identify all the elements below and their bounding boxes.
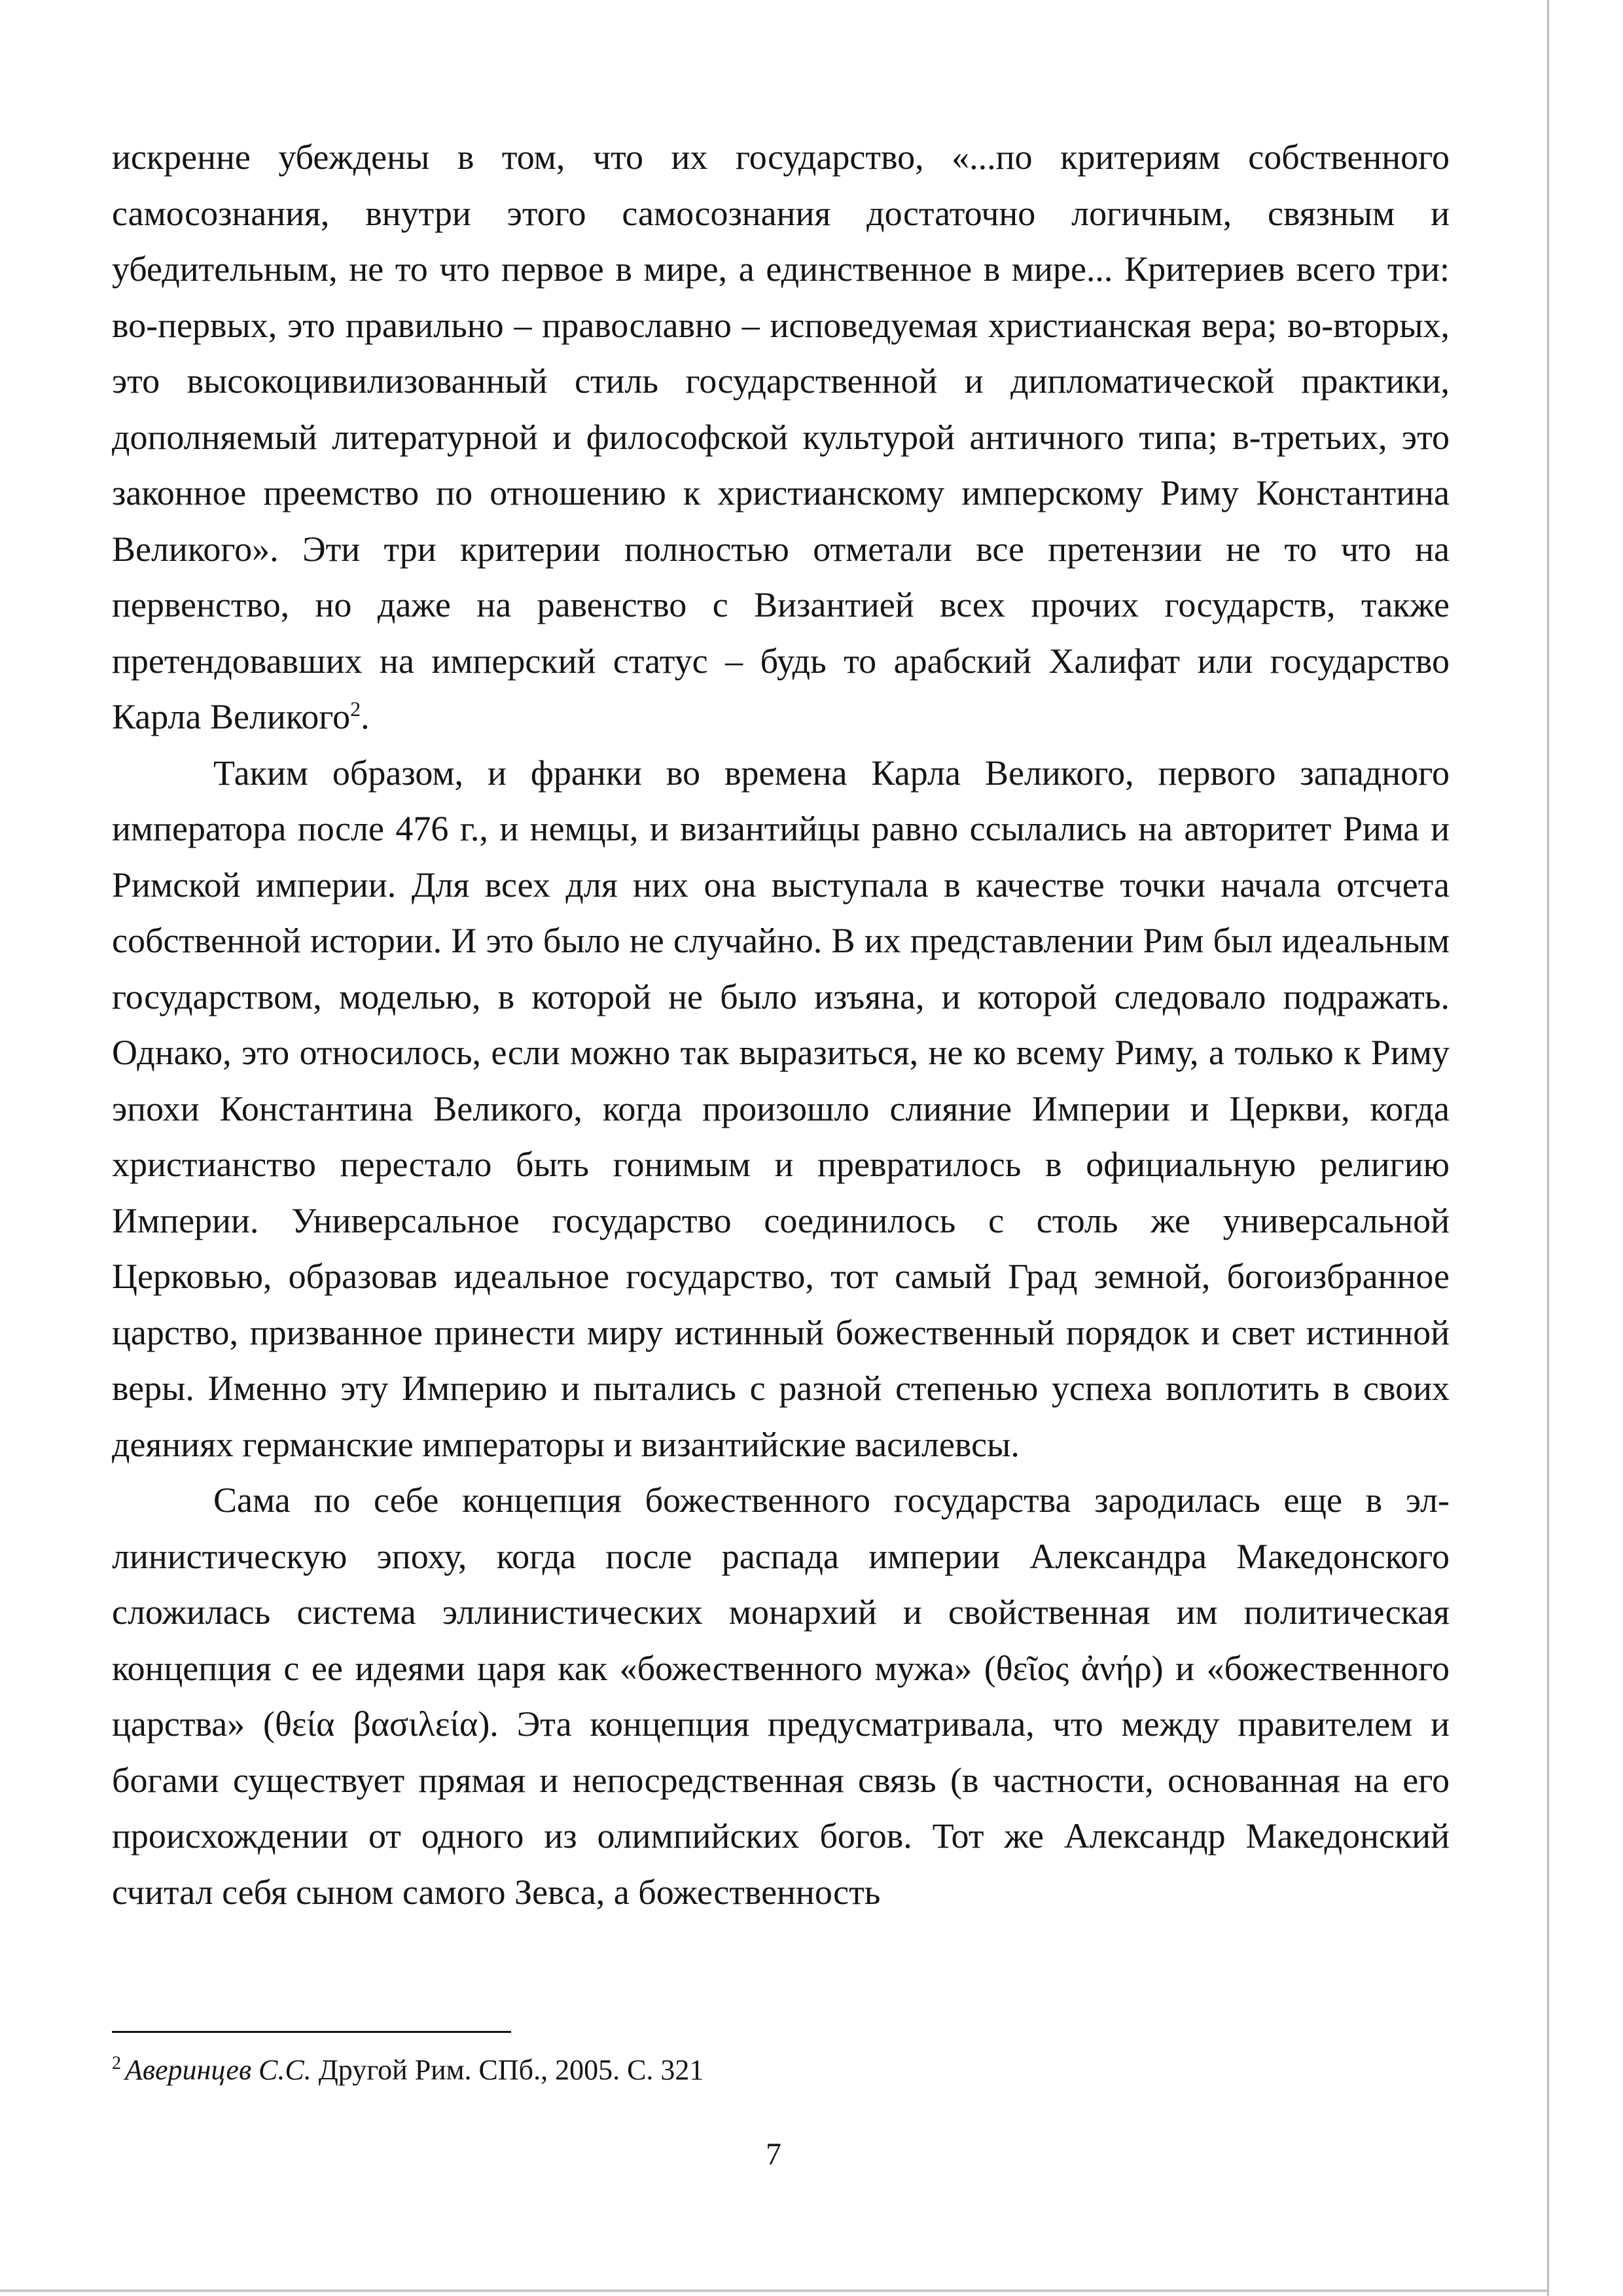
footnote-number: 2	[112, 2053, 121, 2074]
footnote-source: Другой Рим. СПб., 2005. С. 321	[311, 2054, 704, 2086]
page-edge-line	[1547, 0, 1549, 2296]
paragraph-1-end: .	[361, 697, 370, 736]
paragraph-2: Таким образом, и франки во времена Карла Великого, первого западного императора после 476 г., и немцы, и византийцы равно ссылались на авторитет Рима и Римской империи. Для всех для них она выступала в качестве точки начала отсчета собственной истории. И это было не случайно. В их представлении Рим был идеальным государством, моделью, в которой не было изъяна, и которой следовало подражать. Однако, это относилось, если можно так выразиться, не ко всему Риму, а только к Риму эпохи Константина Великого, когда произошло слияние Империи и Церкви, когда христианство перестало быть гонимым и превратилось в официальную религию Империи. Универсальное государство соединилось с столь же универсальной Церковью, образовав идеальное государство, тот самый Град земной, богоизбранное царство, призванное принести миру истинный божественный порядок и свет истинной веры. Именно эту Империю и пытались с разной степенью успеха воплотить в своих деяниях германские императоры и византийские василевсы.	[112, 753, 1450, 1464]
paragraph-3: Сама по себе концепция божественного государства зародилась еще в эллинистическую эпоху, когда после распада империи Александра Македонского сложилась система эллинистических монархий и свойственная им политическая концепция с ее идеями царя как «божественного мужа» (θεῖος ἀνήρ) и «божественного царства» (θεία βασιλεία). Эта концепция предусматривала, что между правителем и богами существует прямая и непосредственная связь (в частности, основанная на его происхождении от одного из олимпийских богов. Тот же Александр Македонский считал себя сыном самого Зевса, а божественность	[112, 1480, 1450, 1912]
page-bottom-line	[0, 2289, 1547, 2292]
paragraph-1	[112, 130, 1450, 745]
footnote	[112, 2051, 1450, 2090]
footnote-separator	[112, 2031, 511, 2033]
page-number: 7	[766, 2137, 781, 2172]
main-text	[112, 130, 1450, 1920]
footnote-author: Аверинцев С.С.	[125, 2054, 312, 2086]
footnote-reference: 2	[350, 697, 361, 721]
paragraph-1-text: искренне убеждены в том, что их государство, «...по критериям собственного самосознания, внутри этого самосознания достаточно логичным, связным и убедительным, не то что первое в мире, а единственное в мире... Критериев всего три: во-первых, это правильно – православно – исповедуемая христианская вера; во-вторых, это высокоцивилизованный стиль государственной и дипломатической практики, дополняемый литературной и философской культурой античного типа; в-третьих, это законное преемство по отношению к христианскому имперскому Риму Константина Великого». Эти три критерии полностью отметали все претензии не то что на первенство, но даже на равенство с Византией всех прочих государств, также претендовавших на имперский статус – будь то арабский Халифат или государство Карла Великого	[112, 137, 1450, 736]
